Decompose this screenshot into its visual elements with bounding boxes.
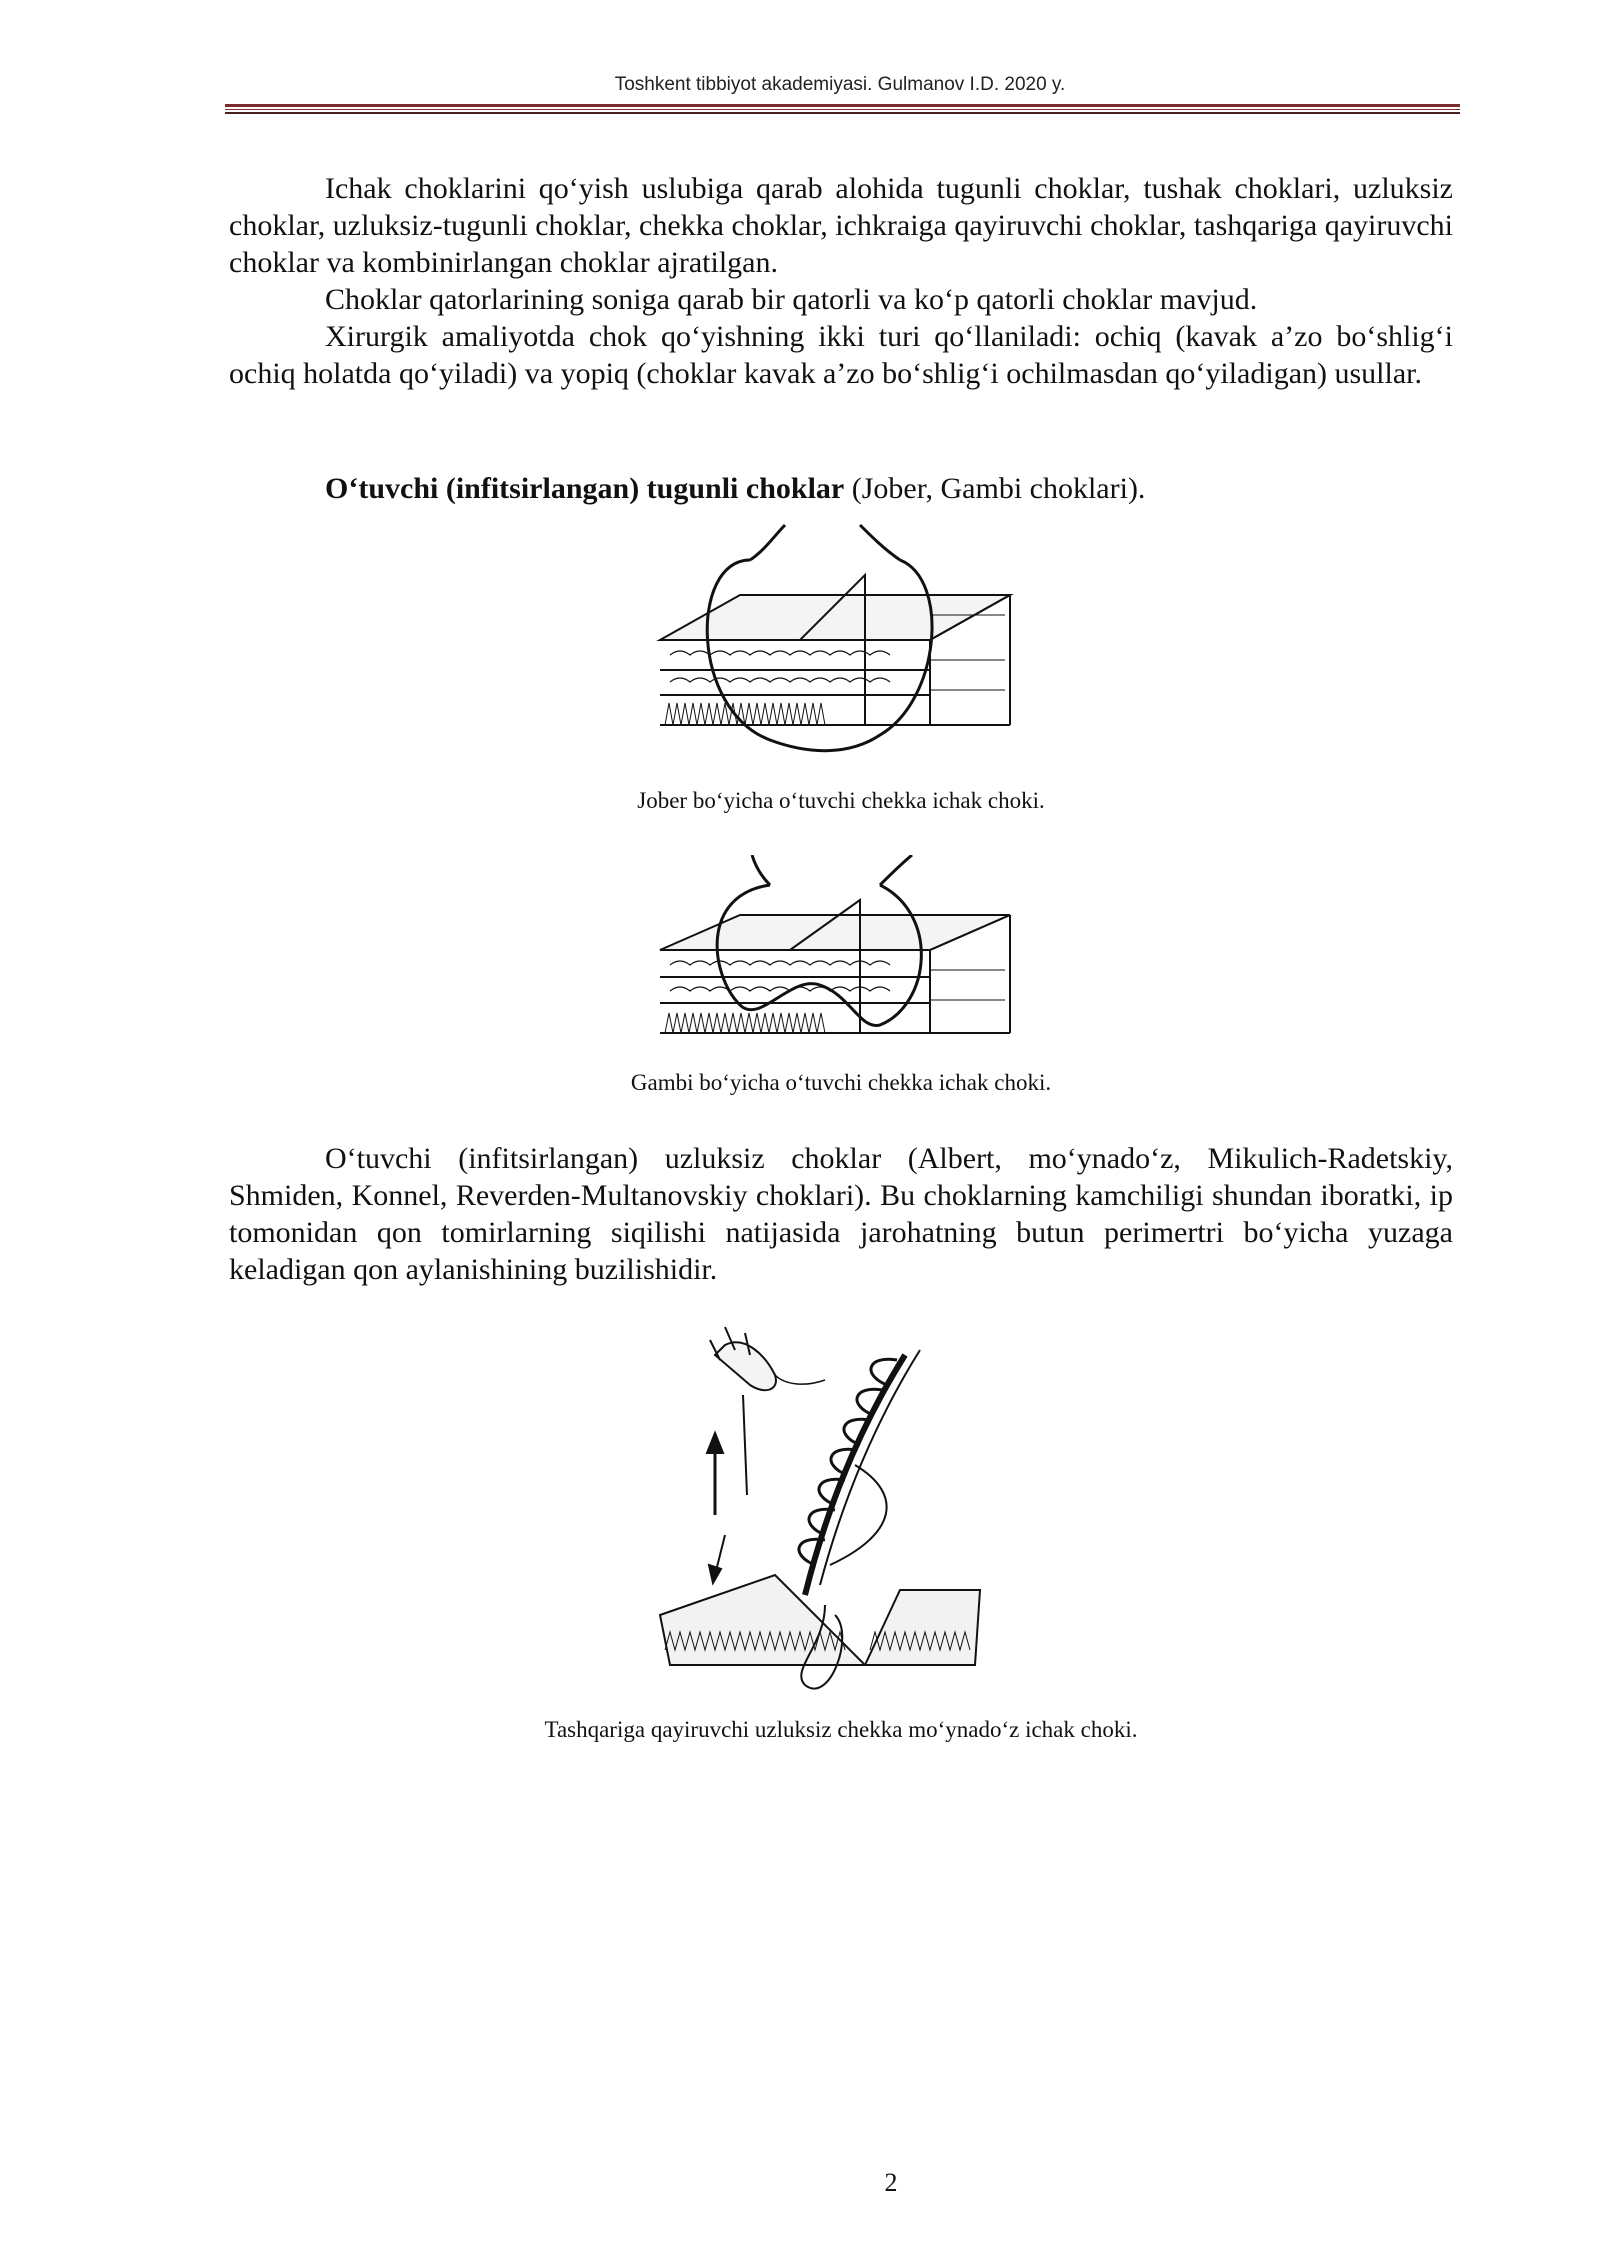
paragraph-continuous-sutures: O‘tuvchi (infitsirlangan) uzluksiz choklar (Albert, mo‘ynado‘z, Mikulich-Radetskiy, Shmiden, Konnel, Reverden-Multanovskiy choklari). Bu choklarning kamchiligi shundan iboratki, ip tomonidan qon tomirlarning siqilishi natijasida jarohatning butun perimertri bo‘yicha yuzaga keladigan qon aylanishining buzilishidir. — [229, 1142, 1453, 1286]
page-number: 2 — [884, 2168, 898, 2197]
jober-figure-caption: Jober bo‘yicha o‘tuvchi chekka ichak choki. — [637, 788, 1045, 813]
gambi-suture-illustration — [650, 855, 1030, 1055]
intro-text-block — [229, 170, 1453, 392]
furrier-suture-illustration — [655, 1315, 985, 1715]
continuous-sutures-text — [229, 1140, 1453, 1288]
section-heading — [229, 470, 1453, 507]
running-header: Toshkent tibbiyot akademiyasi. Gulmanov I.D. 2020 y. — [614, 74, 1066, 95]
jober-suture-illustration — [650, 520, 1030, 770]
header-rule — [225, 104, 1460, 114]
paragraph-suture-rows: Choklar qatorlarining soniga qarab bir qatorli va ko‘p qatorli choklar mavjud. — [325, 283, 1258, 316]
furrier-figure-caption: Tashqariga qayiruvchi uzluksiz chekka mo‘ynado‘z ichak choki. — [544, 1717, 1138, 1742]
gambi-figure-caption: Gambi bo‘yicha o‘tuvchi chekka ichak choki. — [630, 1070, 1052, 1095]
paragraph-suture-methods: Xirurgik amaliyotda chok qo‘yishning ikki turi qo‘llaniladi: ochiq (kavak a’zo bo‘shlig‘i ochiq holatda qo‘yiladi) va yopiq (choklar kavak a’zo bo‘shlig‘i ochilmasdan qo‘yiladigan) usullar. — [229, 320, 1453, 390]
section-heading-rest: (Jober, Gambi choklari). — [844, 472, 1146, 505]
paragraph-suture-types: Ichak choklarini qo‘yish uslubiga qarab alohida tugunli choklar, tushak choklari, uzluksiz choklar, uzluksiz-tugunli choklar, chekka choklar, ichkraiga qayiruvchi choklar, tashqariga qayiruvchi choklar va kombinirlangan choklar ajratilgan. — [229, 172, 1453, 279]
section-heading-bold: O‘tuvchi (infitsirlangan) tugunli choklar — [325, 472, 845, 505]
